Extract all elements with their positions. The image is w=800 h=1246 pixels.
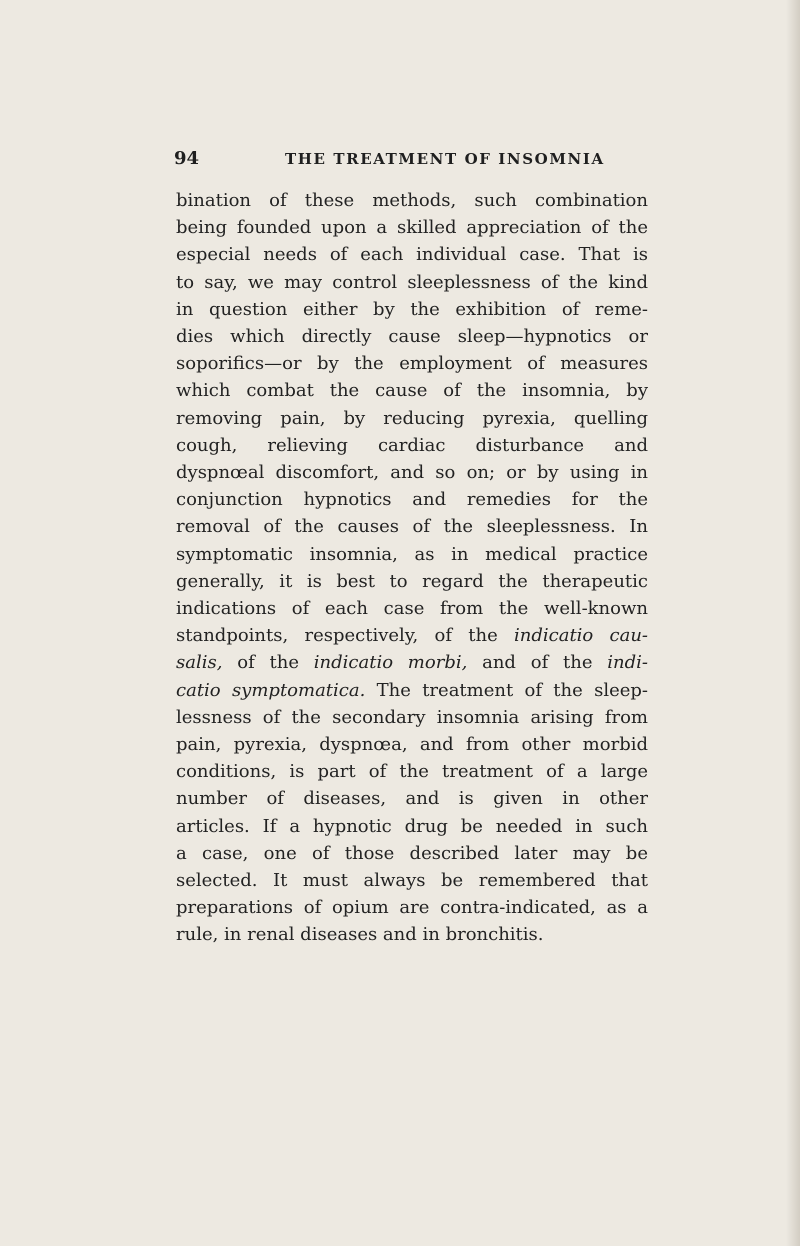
- text-line: rule, in renal diseases and in bronchitis.: [176, 924, 544, 946]
- text-line: generally, it is best to regard the therapeutic: [176, 570, 648, 592]
- italic-term: indicatio cau-: [514, 625, 648, 647]
- text-line: bination of these methods, such combination: [176, 190, 648, 211]
- body-paragraph: [176, 187, 648, 949]
- text-line: indications of each case from the well-known: [176, 598, 648, 620]
- page-header: [174, 146, 654, 176]
- text-run: and of the: [467, 652, 608, 674]
- italic-term: catio symptomatica.: [176, 679, 366, 701]
- text-line: in question either by the exhibition of reme-: [176, 298, 648, 320]
- text-line: number of diseases, and is given in other: [176, 788, 648, 810]
- text-line: a case, one of those described later may be: [176, 842, 648, 864]
- running-title: THE TREATMENT OF INSOMNIA: [285, 150, 605, 168]
- text-line: preparations of opium are contra-indicated, as a: [176, 897, 648, 919]
- italic-term: indicatio morbi,: [313, 652, 468, 674]
- text-line: conjunction hypnotics and remedies for the: [176, 489, 648, 511]
- text-line: [176, 622, 648, 649]
- text-line: dyspnœal discomfort, and so on; or by using in: [176, 462, 648, 484]
- text-line: [176, 649, 648, 676]
- text-line: dies which directly cause sleep—hypnotics or: [176, 326, 648, 348]
- text-run: of the: [222, 652, 314, 674]
- text-run: The treatment of the sleep-: [365, 679, 648, 701]
- text-line: removal of the causes of the sleeplessness. In: [176, 516, 648, 538]
- text-line: cough, relieving cardiac disturbance and: [176, 434, 648, 456]
- text-line: symptomatic insomnia, as in medical practice: [176, 543, 648, 565]
- text-line: [176, 677, 648, 704]
- text-line: which combat the cause of the insomnia, by: [176, 380, 648, 402]
- text-run: standpoints, respectively, of the: [176, 625, 514, 647]
- text-line: selected. It must always be remembered that: [176, 870, 648, 892]
- text-line: to say, we may control sleeplessness of the kind: [176, 271, 648, 293]
- page-number: 94: [174, 148, 200, 169]
- text-line: lessness of the secondary insomnia arising from: [176, 706, 648, 728]
- italic-term: indi-: [607, 652, 648, 674]
- text-line: conditions, is part of the treatment of a large: [176, 761, 648, 783]
- text-line: removing pain, by reducing pyrexia, quelling: [176, 407, 648, 429]
- text-line: especial needs of each individual case. That is: [176, 244, 648, 266]
- text-line: articles. If a hypnotic drug be needed in such: [176, 815, 648, 837]
- italic-term: salis,: [176, 652, 223, 674]
- text-line: pain, pyrexia, dyspnœa, and from other morbid: [176, 734, 648, 756]
- page-edge-shadow: [786, 0, 800, 1246]
- text-line: soporifics—or by the employment of measures: [176, 353, 648, 375]
- text-line: being founded upon a skilled appreciation of the: [176, 217, 648, 239]
